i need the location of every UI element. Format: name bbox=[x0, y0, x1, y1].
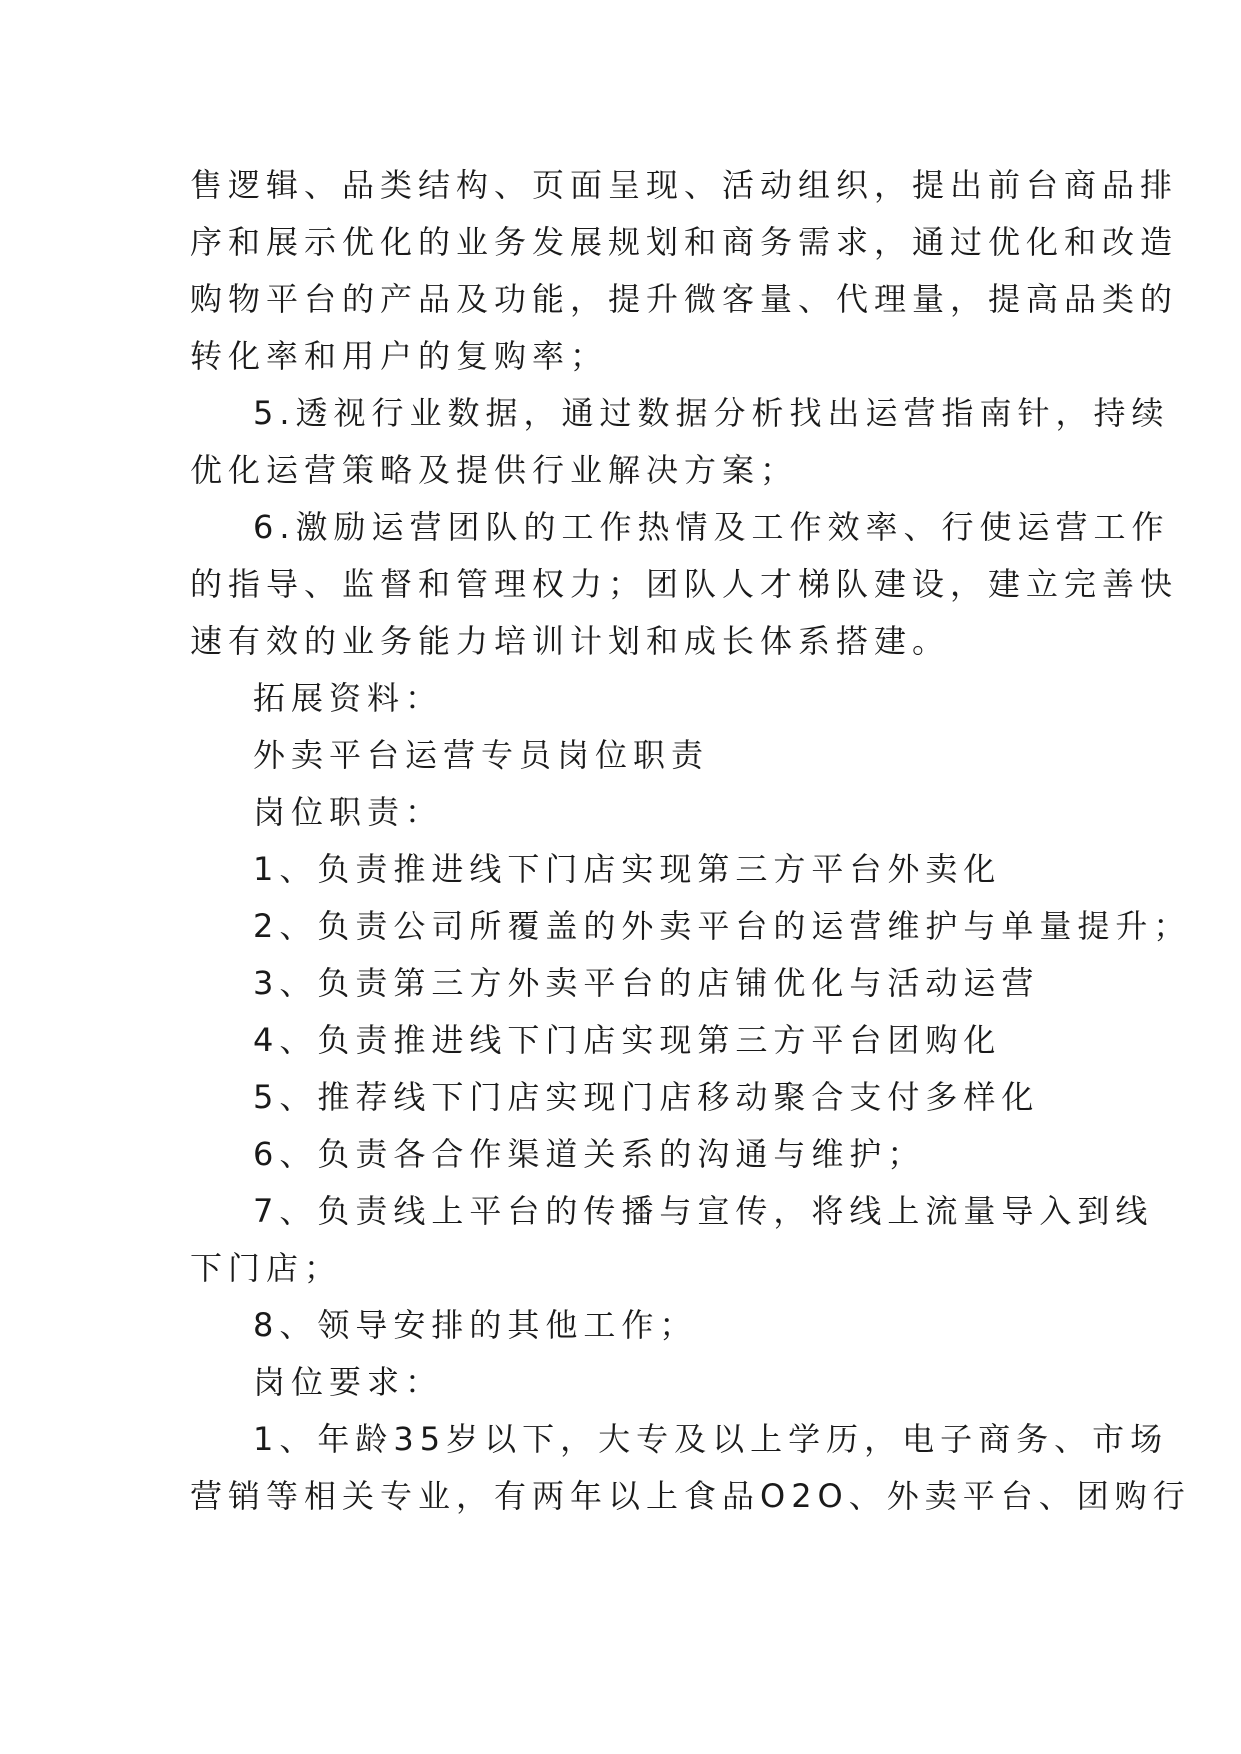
text-line: 拓展资料： bbox=[253, 679, 444, 717]
text-line: 的指导、监督和管理权力；团队人才梯队建设，建立完善快 bbox=[190, 565, 1179, 603]
text-line: 售逻辑、品类结构、页面呈现、活动组织，提出前台商品排 bbox=[190, 166, 1179, 204]
text-line: 2、负责公司所覆盖的外卖平台的运营维护与单量提升； bbox=[253, 907, 1192, 945]
text-line: 速有效的业务能力培训计划和成长体系搭建。 bbox=[190, 622, 951, 660]
text-line: 转化率和用户的复购率； bbox=[190, 337, 609, 375]
text-line: 8、领导安排的其他工作； bbox=[253, 1306, 698, 1344]
text-line: 1、年龄35岁以下，大专及以上学历，电子商务、市场 bbox=[253, 1420, 1169, 1458]
text-line: 下门店； bbox=[190, 1249, 343, 1287]
text-line: 7、负责线上平台的传播与宣传，将线上流量导入到线 bbox=[253, 1192, 1154, 1230]
text-line: 优化运营策略及提供行业解决方案； bbox=[190, 451, 799, 489]
text-line: 外卖平台运营专员岗位职责 bbox=[253, 736, 710, 774]
text-line: 购物平台的产品及功能，提升微客量、代理量，提高品类的 bbox=[190, 280, 1179, 318]
text-line: 5.透视行业数据，通过数据分析找出运营指南针，持续 bbox=[253, 394, 1170, 432]
text-line: 营销等相关专业，有两年以上食品O2O、外卖平台、团购行 bbox=[190, 1477, 1191, 1515]
text-line: 岗位要求： bbox=[253, 1363, 444, 1401]
text-line: 6.激励运营团队的工作热情及工作效率、行使运营工作 bbox=[253, 508, 1170, 546]
text-line: 序和展示优化的业务发展规划和商务需求，通过优化和改造 bbox=[190, 223, 1179, 261]
text-line: 3、负责第三方外卖平台的店铺优化与活动运营 bbox=[253, 964, 1040, 1002]
text-line: 1、负责推进线下门店实现第三方平台外卖化 bbox=[253, 850, 1002, 888]
text-line: 4、负责推进线下门店实现第三方平台团购化 bbox=[253, 1021, 1002, 1059]
text-line: 5、推荐线下门店实现门店移动聚合支付多样化 bbox=[253, 1078, 1040, 1116]
text-line: 岗位职责： bbox=[253, 793, 444, 831]
text-line: 6、负责各合作渠道关系的沟通与维护； bbox=[253, 1135, 926, 1173]
